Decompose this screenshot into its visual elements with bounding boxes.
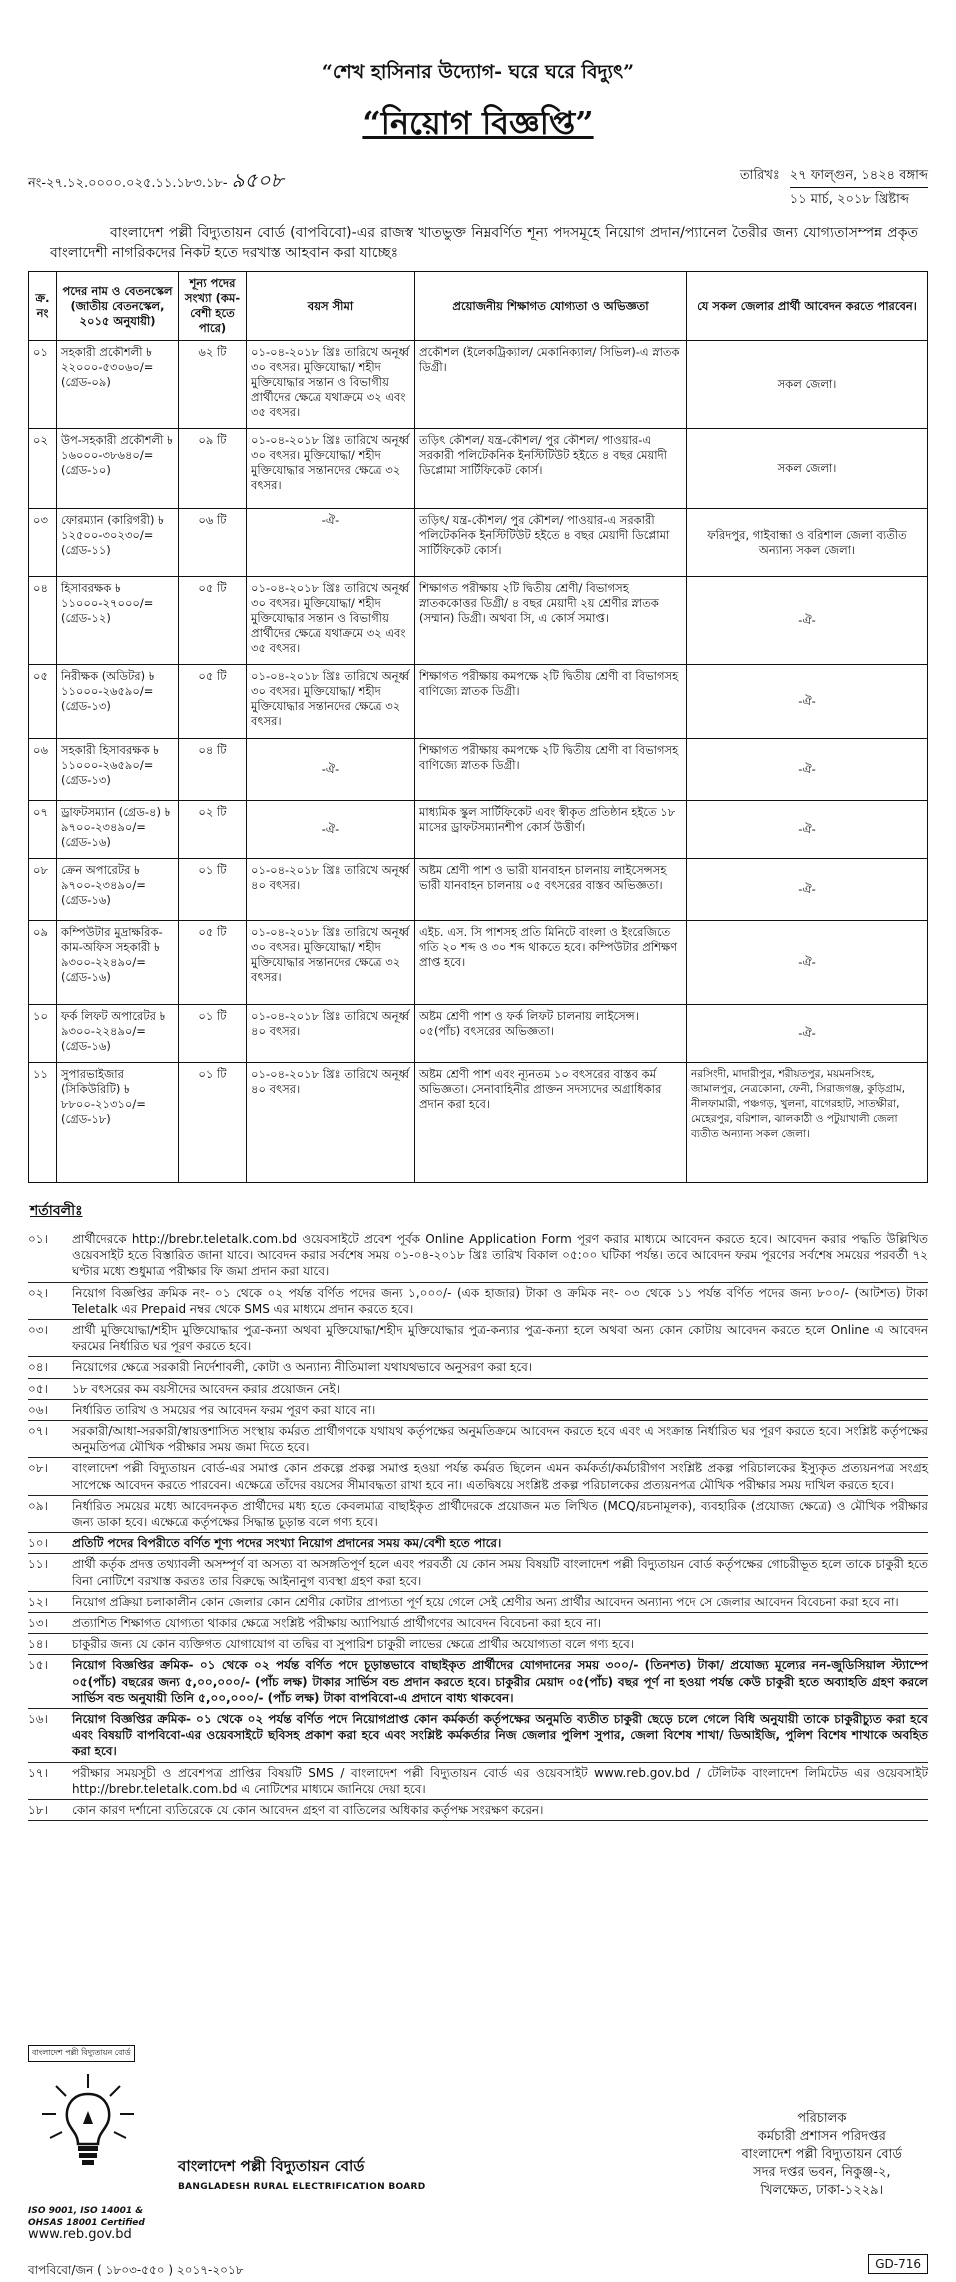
condition-number: ০১।: [28, 1232, 48, 1246]
condition-item: [28, 1379, 928, 1400]
conditions-list: [28, 1229, 928, 1821]
signatory-line: খিলক্ষেত, ঢাকা-১২২৯।: [760, 2183, 884, 2198]
cell-post: ক্রেন অপারেটর ৳ ৯৭০০-২৩৪৯০/= (গ্রেড-১৬): [57, 859, 179, 921]
cell-age: ০১-০৪-২০১৮ খ্রিঃ তারিখে অনূর্ধ্ব ৩০ বৎসর। মুক্তিযোদ্ধা/ শহীদ মুক্তিযোদ্ধার সন্তানদের ক্ষেত্রে ৩২ বৎসর।: [247, 665, 415, 739]
condition-number: ১০।: [28, 1536, 48, 1551]
condition-text: নিয়োগ বিজ্ঞপ্তির ক্রমিক- ০১ থেকে ০২ পর্যন্ত বর্ণিত পদে নিয়োগপ্রাপ্ত কোন কর্মকর্তা কর্তৃপক্ষের অনুমতি ব্যতীত চাকুরী ছেড়ে চলে গেলে বিধি অনুযায়ী তাকে চাকুরীচ্যুত করা হবে এবং বিষয়টি বাপবিবো-এর ওয়েবসাইটে ছবিসহ প্রকাশ করা হবে এবং সংশ্লিষ্ট কর্মকর্তার নিজ জেলার পুলিশ সুপার, জেলা বিশেষ শাখা/ ডিআইজি, পুলিশ বিশেষ শাখাকে অবহিত করা হবে।: [72, 1712, 928, 1759]
cell-count: ০১ টি: [179, 1063, 247, 1183]
table-row: [29, 921, 928, 1005]
table-row: [29, 577, 928, 665]
condition-item: [28, 1533, 928, 1554]
condition-number: ০৭।: [28, 1424, 48, 1439]
col-header-count: শূন্য পদের সংখ্যা (কম-বেশী হতে পারে): [179, 272, 247, 341]
signatory-line: সদর দপ্তর ভবন, নিকুঞ্জ-২,: [753, 2165, 891, 2180]
cell-districts: -ঐ-: [687, 1005, 928, 1063]
cell-districts: -ঐ-: [687, 801, 928, 859]
cell-serial: ০৭: [29, 801, 57, 859]
condition-item: [28, 1800, 928, 1821]
cell-serial: ০৫: [29, 665, 57, 739]
cell-age: ০১-০৪-২০১৮ খ্রিঃ তারিখে অনূর্ধ্ব ৪০ বৎসর।: [247, 1005, 415, 1063]
cell-post: ফোরম্যান (কারিগরী) ৳ ১২৫০০-৩০২৩০/= (গ্রেড-১১): [57, 509, 179, 577]
cell-count: ০৫ টি: [179, 921, 247, 1005]
condition-item: [28, 1400, 928, 1421]
board-name-english: BANGLADESH RURAL ELECTRIFICATION BOARD: [178, 2182, 426, 2192]
iso-certification: [28, 2205, 145, 2241]
condition-text: ১৮ বৎসরের কম বয়সীদের আবেদন করার প্রয়োজন নেই।: [72, 1381, 341, 1396]
condition-item: [28, 1283, 928, 1320]
cell-districts: -ঐ-: [687, 739, 928, 801]
website-link[interactable]: www.reb.gov.bd: [28, 2227, 132, 2242]
condition-number: ০৩।: [28, 1323, 48, 1338]
condition-text: পরীক্ষার সময়সূচী ও প্রবেশপত্র প্রাপ্তির বিষয়টি SMS / বাংলাদেশ পল্লী বিদ্যুতায়ন বোর্ড এর ওয়েবসাইট www.reb.gov.bd / টেলিটক বাংলাদেশ লিমিটেড এর ওয়েবসাইট http://brebr.teletalk.com.bd এ নোটিশের মাধ্যমে জানিয়ে দেয়া হবে।: [72, 1765, 928, 1796]
cell-serial: ১০: [29, 1005, 57, 1063]
cell-age: -ঐ-: [247, 509, 415, 577]
condition-item: [28, 1320, 928, 1357]
table-header-row: [29, 272, 928, 341]
cell-serial: ০১: [29, 341, 57, 429]
cell-qualification: প্রকৌশল (ইলেকট্রিক্যাল/ মেকানিক্যাল/ সিভিল)-এ স্নাতক ডিগ্রী।: [415, 341, 687, 429]
memo-prefix: নং-২৭.১২.০০০০.০২৫.১১.১৮৩.১৮-: [28, 176, 228, 191]
cell-qualification: শিক্ষাগত পরীক্ষায় কমপক্ষে ২টি দ্বিতীয় শ্রেণী বা বিভাগসহ বাণিজ্যে স্নাতক ডিগ্রী।: [415, 739, 687, 801]
condition-number: ০৪।: [28, 1360, 48, 1375]
table-row: [29, 739, 928, 801]
cell-serial: ০৪: [29, 577, 57, 665]
cell-serial: ১১: [29, 1063, 57, 1183]
cell-qualification: শিক্ষাগত পরীক্ষায় ২টি দ্বিতীয় শ্রেণী/ বিভাগসহ স্নাতককোত্তর ডিগ্রী/ ৪ বছর মেয়াদী ২য় শ্রেণীর স্নাতক (সম্মান) ডিগ্রী। অথবা সি, এ কোর্স সমাপ্ত।: [415, 577, 687, 665]
condition-number: ০৮।: [28, 1461, 48, 1476]
cell-age: ০১-০৪-২০১৮ খ্রিঃ তারিখে অনূর্ধ্ব ৩০ বৎসর। মুক্তিযোদ্ধা/ শহীদ মুক্তিযোদ্ধার সন্তানদের ক্ষেত্রে ৩২ বৎসর।: [247, 921, 415, 1005]
cell-qualification: শিক্ষাগত পরীক্ষায় কমপক্ষে ২টি দ্বিতীয় শ্রেণী বা বিভাগসহ বাণিজ্যে স্নাতক ডিগ্রী।: [415, 665, 687, 739]
condition-text: নির্ধারিত তারিখ ও সময়ের পর আবেদন ফরম পূরণ করা যাবে না।: [72, 1402, 376, 1417]
cell-districts: সকল জেলা।: [687, 429, 928, 509]
cell-qualification: অষ্টম শ্রেণী পাশ এবং ন্যূনতম ১০ বৎসরের বাস্তব কর্ম অভিজ্ঞতা। সেনাবাহিনীর প্রাক্তন সদস্যদের অগ্রাধিকার প্রদান করা হবে।: [415, 1063, 687, 1183]
condition-text: প্রত্যাশিত শিক্ষাগত যোগ্যতা থাকার ক্ষেত্রে সংশ্লিষ্ট পরীক্ষায় অ্যাপিয়ার্ড প্রার্থীগণের আবেদন বিবেচনা করা হবে না।: [72, 1616, 602, 1631]
table-row: [29, 801, 928, 859]
cell-age: -ঐ-: [247, 801, 415, 859]
signatory-block: [742, 2110, 902, 2200]
cell-post: হিসাবরক্ষক ৳ ১১০০০-২৭০০০/= (গ্রেড-১২): [57, 577, 179, 665]
condition-text: নিয়োগ বিজ্ঞপ্তির ক্রমিক নং- ০১ থেকে ০২ পর্যন্ত বর্ণিত পদের জন্য ১,০০০/- (এক হাজার) টাকা ও ক্রমিক নং- ০৩ থেকে ১১ পর্যন্ত বর্ণিত পদের জন্য ৮০০/- (আটশত) টাকা Teletalk এর Prepaid নম্বর থেকে SMS এর মাধ্যমে প্রদান করতে হবে।: [72, 1285, 928, 1316]
cell-post: সহকারী প্রকৌশলী ৳ ২২০০০-৫৩০৬০/= (গ্রেড-০৯): [57, 341, 179, 429]
cell-districts: -ঐ-: [687, 577, 928, 665]
condition-number: ১৪।: [28, 1637, 48, 1652]
cell-age: ০১-০৪-২০১৮ খ্রিঃ তারিখে অনূর্ধ্ব ৩০ বৎসর। মুক্তিযোদ্ধা/ শহীদ মুক্তিযোদ্ধার সন্তানদের ক্ষেত্রে ৩২ বৎসর।: [247, 429, 415, 509]
condition-text: নির্ধারিত সময়ের মধ্যে আবেদনকৃত প্রার্থীদের মধ্য হতে কেবলমাত্র বাছাইকৃত প্রার্থীদেরকে প্রয়োজন মত লিখিত (MCQ/রচনামূলক), ব্যবহারিক (প্রযোজ্য ক্ষেত্রে) ও মৌখিক পরীক্ষার জন্য ডাকা হবে। এক্ষেত্রে কর্তৃপক্ষের সিদ্ধান্ত চূড়ান্ত বলে গণ্য হবে।: [72, 1498, 928, 1530]
condition-text: নিয়োগ প্রক্রিয়া চলাকালীন কোন জেলার কোন শ্রেণীর কোটার প্রাপ্যতা পূর্ণ হয়ে গেলে সেই শ্রেণীর অন্য প্রার্থীর আবেদন অন্যান্য পদে সে জেলার আবেদন বিবেচনা করা হবে না।: [72, 1594, 899, 1609]
condition-item: [28, 1229, 928, 1283]
condition-text: সরকারী/আধা-সরকারী/স্বায়ত্তশাসিত সংস্থায় কর্মরত প্রার্থীগণকে যথাযথ কর্তৃপক্ষের অনুমতিক্রমে আবেদন করতে হবে এবং এ সংক্রান্ত নির্ধারিত ঘর পূরণ করতে হবে। সংশ্লিষ্ট কর্তৃপক্ষের অনুমতিপত্র মৌখিক পরীক্ষার সময় জমা দিতে হবে।: [72, 1424, 928, 1455]
condition-number: ০৫।: [28, 1381, 48, 1396]
cell-count: ০১ টি: [179, 1005, 247, 1063]
condition-text: কোন কারণ দর্শানো ব্যতিরেকে যে কোন আবেদন গ্রহণ বা বাতিলের অধিকার কর্তৃপক্ষ সংরক্ষণ করেন।: [72, 1803, 544, 1818]
condition-text: প্রার্থী মুক্তিযোদ্ধা/শহীদ মুক্তিযোদ্ধার পুত্র-কন্যা অথবা মুক্তিযোদ্ধা/শহীদ মুক্তিযোদ্ধার পুত্র-কন্যার পুত্র-কন্যা হলে অথবা অন্য কোন কোটায় আবেদন করতে হলে Online এ আবেদন ফরমের নির্ধারিত ঘর পূরণ করতে হবে।: [72, 1323, 928, 1354]
table-row: [29, 665, 928, 739]
cell-age: ০১-০৪-২০১৮ খ্রিঃ তারিখে অনূর্ধ্ব ৩০ বৎসর। মুক্তিযোদ্ধা/ শহীদ মুক্তিযোদ্ধার সন্তান ও বিভাগীয় প্রার্থীদের ক্ষেত্রে যথাক্রমে ৩২ এবং ৩৫ বৎসর।: [247, 577, 415, 665]
condition-text: প্রার্থীদেরকে http://brebr.teletalk.com.bd ওয়েবসাইটে প্রবেশ পূর্বক Online Application Form পূরণ করার মাধ্যমে আবেদন করতে হবে। আবেদন করার পদ্ধতি উল্লিখিত ওয়েবসাইট হতে বিস্তারিত জানা যাবে। আবেদন করার সর্বশেষ সময় ০১-০৪-২০১৮ খ্রিঃ তারিখ বিকাল ০৫:০০ ঘটিকা পর্যন্ত। তবে আবেদন ফরম পূরণের সর্বশেষ সময়ের পরবর্তী ৭২ ঘণ্টার মধ্যে শুধুমাত্র পরীক্ষার ফি জমা প্রদান করা যাবে।: [72, 1232, 928, 1279]
logo-caption: বাংলাদেশ পল্লী বিদ্যুতায়ন বোর্ড: [28, 2045, 135, 2062]
date-gregorian: ১১ মার্চ, ২০১৮ খ্রিষ্টাব্দ: [789, 192, 910, 207]
gd-code: GD-716: [868, 2254, 928, 2274]
conditions-title: শর্তাবলীঃ: [30, 1203, 83, 1219]
footer: [28, 2040, 928, 2277]
col-header-serial: ক্র. নং: [29, 272, 57, 341]
vacancy-table: [28, 271, 928, 1183]
cell-post: ফর্ক লিফট অপারেটর ৳ ৯৩০০-২২৪৯০/= (গ্রেড-১৬): [57, 1005, 179, 1063]
condition-number: ০৯।: [28, 1498, 48, 1513]
board-name-bangla: বাংলাদেশ পল্লী বিদ্যুতায়ন বোর্ড: [178, 2157, 365, 2175]
condition-number: ১৫।: [28, 1658, 48, 1673]
memo-number: [28, 166, 284, 199]
board-logo: [28, 2040, 178, 2176]
condition-item: [28, 1554, 928, 1591]
table-row: [29, 509, 928, 577]
reference-row: [28, 166, 928, 211]
cell-serial: ০৮: [29, 859, 57, 921]
col-header-districts: যে সকল জেলার প্রার্থী আবেদন করতে পারবেন।: [687, 272, 928, 341]
cell-age: ০১-০৪-২০১৮ খ্রিঃ তারিখে অনূর্ধ্ব ৪০ বৎসর।: [247, 859, 415, 921]
cell-districts: -ঐ-: [687, 921, 928, 1005]
cell-qualification: অষ্টম শ্রেণী পাশ ও ভারী যানবাহন চালনায় লাইসেন্সসহ ভারী যানবাহন চালনায় ০৫ বৎসরের বাস্তব অভিজ্ঞতা।: [415, 859, 687, 921]
condition-number: ০৬।: [28, 1402, 48, 1417]
condition-item: [28, 1655, 928, 1709]
cell-post: ড্রাফটসম্যান (গ্রেড-৪) ৳ ৯৭০০-২৩৪৯০/= (গ্রেড-১৬): [57, 801, 179, 859]
condition-number: ১২।: [28, 1594, 48, 1609]
signatory-line: বাংলাদেশ পল্লী বিদ্যুতায়ন বোর্ড: [741, 2147, 902, 2162]
condition-item: [28, 1613, 928, 1634]
table-row: [29, 1005, 928, 1063]
condition-item: [28, 1357, 928, 1378]
col-header-post: পদের নাম ও বেতনস্কেল (জাতীয় বেতনস্কেল, ২০১৫ অনুযায়ী): [57, 272, 179, 341]
col-header-qualification: প্রয়োজনীয় শিক্ষাগত যোগ্যতা ও অভিজ্ঞতা: [415, 272, 687, 341]
cell-districts: ফরিদপুর, গাইবান্ধা ও বরিশাল জেলা ব্যতীত অন্যান্য সকল জেলা।: [687, 509, 928, 577]
cell-age: -ঐ-: [247, 739, 415, 801]
cell-post: সুপারভাইজার (সিকিউরিটি) ৳ ৮৮০০-২১৩১০/= (গ্রেড-১৮): [57, 1063, 179, 1183]
condition-number: ০২।: [28, 1285, 48, 1300]
table-row: [29, 341, 928, 429]
condition-item: [28, 1592, 928, 1613]
cell-qualification: এইচ. এস. সি পাশসহ প্রতি মিনিটে বাংলা ও ইংরেজিতে গতি ২০ শব্দ ও ৩০ শব্দ থাকতে হবে। কম্পিউটার প্রশিক্ষণ প্রাপ্ত হবে।: [415, 921, 687, 1005]
cell-count: ০৫ টি: [179, 665, 247, 739]
condition-number: ১৮।: [28, 1803, 48, 1818]
table-row: [29, 429, 928, 509]
page-title: “নিয়োগ বিজ্ঞপ্তি”: [362, 104, 594, 142]
cell-qualification: তড়িৎ/ যন্ত্র-কৌশল/ পুর কৌশল/ পাওয়ার-এ সরকারী পলিটেকনিক ইনস্টিটিউট হইতে ৪ বছর মেয়াদী ডিপ্লোমা সার্টিফিকেট কোর্স।: [415, 509, 687, 577]
condition-item: [28, 1421, 928, 1458]
cell-age: ০১-০৪-২০১৮ খ্রিঃ তারিখে অনূর্ধ্ব ৩০ বৎসর। মুক্তিযোদ্ধা/ শহীদ মুক্তিযোদ্ধার সন্তান ও বিভাগীয় প্রার্থীদের ক্ষেত্রে যথাক্রমে ৩২ এবং ৩৫ বৎসর।: [247, 341, 415, 429]
cell-districts: সকল জেলা।: [687, 341, 928, 429]
condition-text: নিয়োগ বিজ্ঞপ্তির ক্রমিক- ০১ থেকে ০২ পর্যন্ত বর্ণিত পদে চূড়ান্তভাবে বাছাইকৃত প্রার্থীদের যোগদানের সময় ৩০০/- (তিনশত) টাকা/ প্রযোজ্য মূল্যের নন-জুডিসিয়াল স্ট্যাম্পে ০৫(পাঁচ) বছরের জন্য ৫,০০,০০০/- (পাঁচ লক্ষ) টাকার সার্ভিস বন্ড প্রদান করতে হবে। চাকুরীর মেয়াদ ০৫(পাঁচ) বছর পূর্ণ না হওয়া পর্যন্ত কেউ চাকুরী হতে অব্যাহতি গ্রহণ করলে সার্ভিস বন্ড অনুযায়ী তিনি ৫,০০,০০০/- (পাঁচ লক্ষ) টাকা বাপবিবো-এ প্রদানে বাধ্য থাকবেন।: [72, 1658, 928, 1705]
cell-serial: ০৬: [29, 739, 57, 801]
condition-item: [28, 1458, 928, 1495]
condition-number: ১৬।: [28, 1712, 48, 1727]
condition-item: [28, 1496, 928, 1533]
signatory-title: পরিচালক: [797, 2111, 847, 2126]
intro-paragraph: বাংলাদেশ পল্লী বিদ্যুতায়ন বোর্ড (বাপবিবো)-এর রাজস্ব খাতভুক্ত নিম্নবর্ণিত শূন্য পদসমূহে নিয়োগ প্রদান/প্যানেল তৈরীর জন্য যোগ্যতাসম্পন্ন প্রকৃত বাংলাদেশী নাগরিকদের নিকট হতে দরখাস্ত আহবান করা যাচ্ছেঃ: [50, 225, 918, 261]
cell-count: ০৫ টি: [179, 577, 247, 665]
cell-post: নিরীক্ষক (অডিটর) ৳ ১১০০০-২৬৫৯০/= (গ্রেড-১৩): [57, 665, 179, 739]
cell-post: সহকারী হিসাবরক্ষক ৳ ১১০০০-২৬৫৯০/= (গ্রেড-১৩): [57, 739, 179, 801]
cell-districts: -ঐ-: [687, 665, 928, 739]
date-label: তারিখঃ: [739, 168, 780, 183]
cell-qualification: তড়িৎ কৌশল/ যন্ত্র-কৌশল/ পুর কৌশল/ পাওয়ার-এ সরকারী পলিটেকনিক ইনস্টিটিউট হইতে ৪ বছর মেয়াদী ডিপ্লোমা সার্টিফিকেট কোর্স।: [415, 429, 687, 509]
cell-count: ০১ টি: [179, 859, 247, 921]
cell-qualification: মাধ্যমিক স্কুল সার্টিফিকেট এবং স্বীকৃত প্রতিষ্ঠান হইতে ১৮ মাসের ড্রাফটসম্যানশীপ কোর্স উত্তীর্ণ।: [415, 801, 687, 859]
memo-handwritten-number: ৯৫০৮: [231, 168, 284, 192]
cell-serial: ০২: [29, 429, 57, 509]
cell-districts: -ঐ-: [687, 859, 928, 921]
condition-item: [28, 1763, 928, 1800]
iso-line: OHSAS 18001 Certified: [28, 2218, 145, 2228]
condition-text: প্রার্থী কর্তৃক প্রদত্ত তথ্যাবলী অসম্পূর্ণ বা অসত্য বা অসঙ্গতিপূর্ণ হলে এবং পরবর্তী যে কোন সময় বিষয়টি বাংলাদেশ পল্লী বিদ্যুতায়ন বোর্ড কর্তৃপক্ষের গোচরীভূত হলে তাকে চাকুরী হতে বিনা নোটিশে বরখাস্ত করতঃ তার বিরুদ্ধে আইনানুগ ব্যবস্থা গ্রহণ করা হবে।: [72, 1557, 928, 1588]
iso-line: ISO 9001, ISO 14001 &: [28, 2206, 144, 2216]
signatory-line: কর্মচারী প্রশাসন পরিদপ্তর: [757, 2129, 886, 2144]
table-row: [29, 859, 928, 921]
date-block: [740, 166, 928, 211]
cell-count: ০৯ টি: [179, 429, 247, 509]
condition-text: বাংলাদেশ পল্লী বিদ্যুতায়ন বোর্ড-এর সমাপ্ত কোন প্রকল্পে প্রকল্প সমাপ্ত হওয়া পর্যন্ত কর্মরত ছিলেন এমন কর্মকর্তা/কর্মচারীগণ সংশ্লিষ্ট প্রকল্প পরিচালকের ইস্যুকৃত প্রত্যয়নপত্র সংগ্রহ সাপেক্ষে আবেদন করতে পারবেন। এক্ষেত্রে তাঁদের বয়সের সীমাবদ্ধতা রাখা হবে না। এতদ্বিষয়ে সংশ্লিষ্ট প্রকল্প পরিচালকের প্রত্যয়নপত্র মৌখিক পরীক্ষার সময় দাখিল করতে হবে।: [72, 1461, 928, 1492]
board-name: [178, 2155, 425, 2192]
condition-number: ১৩।: [28, 1616, 48, 1631]
condition-item: [28, 1634, 928, 1655]
cell-count: ০৪ টি: [179, 739, 247, 801]
table-row: [29, 1063, 928, 1183]
cell-post: উপ-সহকারী প্রকৌশলী ৳ ১৬০০০-৩৮৬৪০/= (গ্রেড-১০): [57, 429, 179, 509]
date-bangla: ২৭ ফাল্গুন, ১৪২৪ বঙ্গাব্দ: [790, 166, 928, 188]
cell-post: কম্পিউটার মুদ্রাক্ষরিক-কাম-অফিস সহকারী ৳ ৯৩০০-২২৪৯০/= (গ্রেড-১৬): [57, 921, 179, 1005]
cell-districts: নরসিংদী, মাদারীপুর, শরীয়তপুর, ময়মনসিংহ, জামালপুর, নেত্রকোনা, ফেনী, সিরাজগঞ্জ, কুড়িগ্রাম, নীলফামারী, পঞ্চগড়, খুলনা, বাগেরহাট, সাতক্ষীরা, মেহেরপুর, বরিশাল, ঝালকাঠী ও পটুয়াখালী জেলা ব্যতীত অন্যান্য সকল জেলা।: [687, 1063, 928, 1183]
cell-count: ০২ টি: [179, 801, 247, 859]
cell-age: ০১-০৪-২০১৮ খ্রিঃ তারিখে অনূর্ধ্ব ৪০ বৎসর।: [247, 1063, 415, 1183]
cell-count: ৬২ টি: [179, 341, 247, 429]
condition-text: প্রতিটি পদের বিপরীতে বর্ণিত শূণ্য পদের সংখ্যা নিয়োগ প্রদানের সময় কম/বেশী হতে পারে।: [72, 1536, 502, 1551]
cell-qualification: অষ্টম শ্রেণী পাশ ও ফর্ক লিফট চালনায় লাইসেন্স। ০৫(পাঁচ) বৎসরের অভিজ্ঞতা।: [415, 1005, 687, 1063]
advertisement-reference: বাপবিবো/জন ( ১৮০৩-৫৫০ ) ২০১৭-২০১৮: [28, 2263, 244, 2277]
condition-item: [28, 1709, 928, 1763]
condition-text: চাকুরীর জন্য যে কোন ব্যক্তিগত যোগাযোগ বা তদ্বির বা সুপারিশ চাকুরী লাভের ক্ষেত্রে প্রার্থীর অযোগ্যতা বলে গণ্য হবে।: [72, 1637, 635, 1652]
condition-number: ১৭।: [28, 1765, 48, 1780]
cell-count: ০৬ টি: [179, 509, 247, 577]
condition-text: নিয়োগের ক্ষেত্রে সরকারী নির্দেশাবলী, কোটা ও অন্যান্য নীতিমালা যথাযথভাবে অনুসরণ করা হবে।: [72, 1360, 533, 1375]
col-header-age: বয়স সীমা: [247, 272, 415, 341]
slogan: “শেখ হাসিনার উদ্যোগ- ঘরে ঘরে বিদ্যুৎ”: [321, 61, 635, 83]
bulb-logo-icon: [28, 2066, 148, 2176]
condition-number: ১১।: [28, 1557, 48, 1572]
cell-serial: ০৩: [29, 509, 57, 577]
cell-serial: ০৯: [29, 921, 57, 1005]
